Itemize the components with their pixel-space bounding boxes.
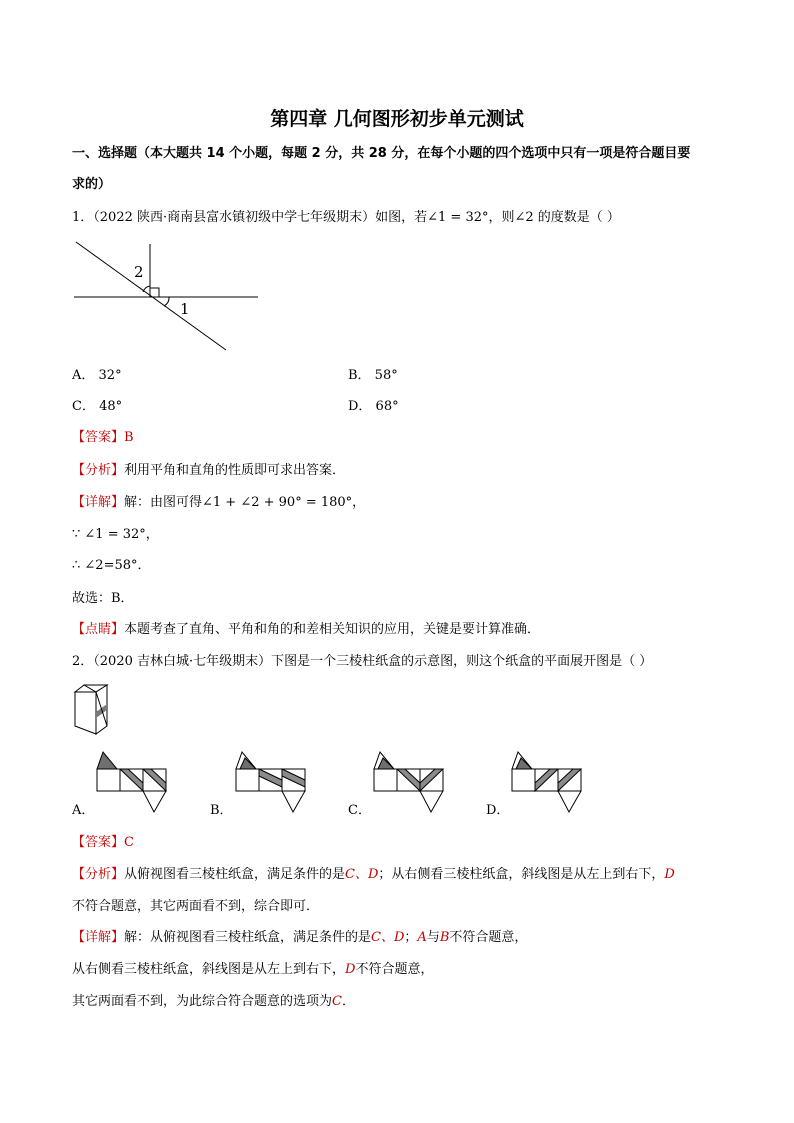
- q1-therefore-line: ∴ ∠2=58°．: [72, 558, 151, 573]
- transversal-line: [76, 242, 226, 350]
- bottom-triangle: [143, 791, 166, 812]
- q2-option-b: B．: [210, 803, 233, 818]
- detail-option: A: [417, 930, 427, 945]
- answer-tag: 【答案】: [72, 835, 125, 850]
- detail-options: C、D: [371, 930, 405, 945]
- q1-option-b: B． 58°: [348, 368, 398, 383]
- q2-detail-line: [72, 929, 527, 947]
- analysis-tag: 【分析】: [72, 463, 125, 478]
- section-heading-line1: 一、选择题（本大题共 14 个小题，每题 2 分，共 28 分，在每个小题的四个选项中只有一项是符合题目要: [72, 146, 691, 161]
- comment-text: 本题考查了直角、平角和角的和差相关知识的应用，关键是要计算准确．: [124, 622, 541, 637]
- detail-option: C: [332, 994, 342, 1009]
- detail-text: 其它两面看不到，为此综合符合题意的选项为: [72, 994, 333, 1009]
- q2-net-a: [97, 752, 169, 814]
- q1-option-a: A． 32°: [72, 368, 122, 383]
- detail-text: 不符合题意，: [355, 962, 434, 977]
- bottom-triangle: [558, 791, 581, 812]
- answer-value: C: [124, 835, 134, 850]
- q1-stem: 1．（2022 陕西·商南县富水镇初级中学七年级期末）如图，若∠1 = 32°，则∠2 的度数是（ ）: [72, 210, 620, 225]
- detail-text: ．: [341, 994, 355, 1009]
- analysis-text: 从俯视图看三棱柱纸盒，满足条件的是: [124, 867, 346, 882]
- q2-option-a: A．: [72, 803, 95, 818]
- detail-tag: 【详解】: [72, 930, 125, 945]
- answer-tag: 【答案】: [72, 430, 125, 445]
- detail-text: 解：由图可得∠1 + ∠2 + 90° = 180°，: [124, 495, 366, 510]
- q2-net-b: [236, 752, 308, 814]
- detail-tag: 【详解】: [72, 495, 125, 510]
- angle1-arc: [164, 297, 169, 306]
- comment-tag: 【点睛】: [72, 622, 125, 637]
- analysis-text: ；从右侧看三棱柱纸盒，斜线图是从左上到右下，: [378, 867, 665, 882]
- analysis-text: 利用平角和直角的性质即可求出答案．: [124, 463, 346, 478]
- q2-option-d: D．: [486, 803, 510, 818]
- section-heading-line2: 求的）: [72, 177, 112, 192]
- answer-value: B: [124, 430, 134, 445]
- analysis-option: D: [664, 867, 675, 882]
- q1-option-d: D． 68°: [348, 399, 399, 414]
- q1-detail-line: [72, 494, 365, 512]
- q2-detail-line3: [72, 993, 355, 1011]
- bottom-triangle: [282, 791, 305, 812]
- q2-net-c: [374, 752, 446, 814]
- angle1-label: 1: [180, 300, 190, 318]
- q2-net-d: [512, 752, 584, 814]
- q2-detail-line2: [72, 961, 433, 979]
- angle2-label: 2: [134, 263, 144, 281]
- q2-option-c: C．: [348, 803, 371, 818]
- q1-conclusion-line: 故选：B．: [72, 591, 134, 606]
- q2-stem: 2．（2020 吉林白城·七年级期末）下图是一个三棱柱纸盒的示意图，则这个纸盒的平面展开图是（ ）: [72, 654, 653, 669]
- detail-text: 从右侧看三棱柱纸盒，斜线图是从左上到右下，: [72, 962, 346, 977]
- detail-text: 与: [426, 930, 440, 945]
- q1-option-c: C． 48°: [72, 399, 123, 414]
- q1-answer-line: [72, 429, 134, 447]
- detail-text: 解：从俯视图看三棱柱纸盒，满足条件的是: [124, 930, 372, 945]
- q2-analysis-line: [72, 866, 675, 884]
- analysis-tag: 【分析】: [72, 867, 125, 882]
- analysis-options: C、D: [345, 867, 379, 882]
- detail-option: B: [439, 930, 450, 945]
- detail-option: D: [345, 962, 356, 977]
- page-title: 第四章 几何图形初步单元测试: [270, 108, 524, 130]
- q1-comment-line: [72, 621, 540, 639]
- q2-prism-figure: [74, 684, 110, 736]
- q1-because-line: ∵ ∠1 = 32°，: [72, 527, 159, 542]
- detail-text: 不符合题意，: [449, 930, 528, 945]
- detail-text: ；: [404, 930, 418, 945]
- q1-angle-figure: [70, 240, 270, 355]
- q2-answer-line: [72, 834, 134, 852]
- top-triangle: [97, 752, 117, 769]
- q1-analysis-line: [72, 462, 345, 480]
- bottom-triangle: [420, 791, 443, 812]
- q2-analysis-line2: 不符合题意，其它两面看不到，综合即可．: [72, 899, 320, 914]
